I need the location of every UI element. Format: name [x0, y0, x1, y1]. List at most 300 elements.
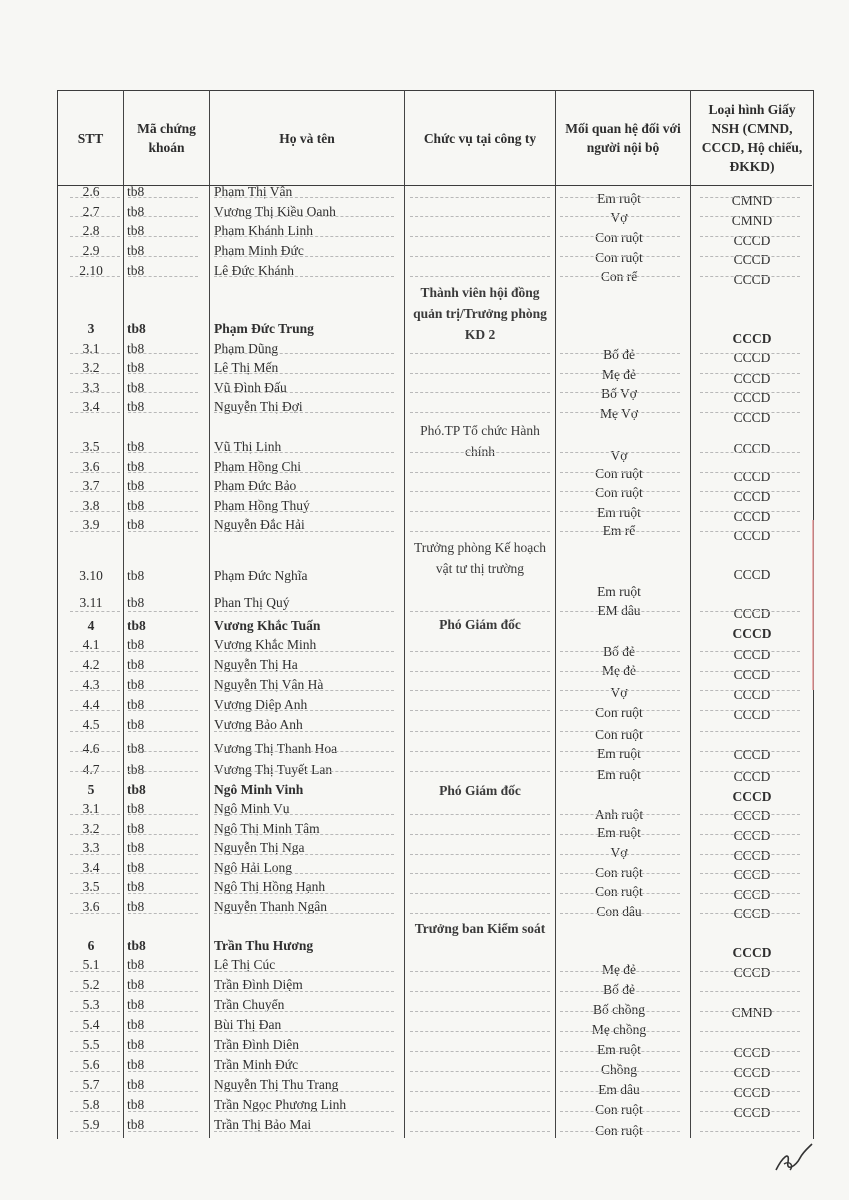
cell-doc-type: CCCD: [733, 828, 771, 843]
cell-code: tb8: [127, 1037, 145, 1052]
row-separator: [700, 353, 800, 354]
cell-name: Trần Thu Hương: [214, 938, 314, 953]
cell-relation: Em ruột: [597, 746, 641, 761]
cell-code: tb8: [127, 517, 145, 532]
row-separator: [128, 731, 198, 732]
row-separator: [128, 511, 198, 512]
cell-code: tb8: [127, 204, 145, 219]
cell-relation: Bố đẻ: [603, 347, 635, 362]
cell-code: tb8: [127, 321, 146, 336]
row-separator: [410, 472, 550, 473]
cell-stt: 5.5: [82, 1037, 100, 1052]
cell-doc-type: CCCD: [733, 350, 771, 365]
row-separator: [700, 1091, 800, 1092]
row-separator: [700, 991, 800, 992]
cell-stt: 3.9: [82, 517, 100, 532]
row-separator: [700, 236, 800, 237]
cell-name: Lê Thị Mến: [214, 360, 279, 375]
row-separator: [70, 452, 120, 453]
cell-relation: Em ruột: [597, 767, 641, 782]
row-separator: [70, 1031, 120, 1032]
cell-doc-type: CCCD: [733, 747, 771, 762]
cell-doc-type: CCCD: [733, 867, 771, 882]
row-separator: [410, 971, 550, 972]
cell-doc-type: CMND: [731, 1005, 773, 1020]
cell-relation: Chồng: [600, 1062, 637, 1077]
cell-stt: 3.2: [82, 821, 100, 836]
cell-stt: 4.2: [82, 657, 100, 672]
row-separator: [700, 392, 800, 393]
cell-code: tb8: [127, 637, 145, 652]
row-separator: [560, 651, 680, 652]
row-separator: [214, 1031, 394, 1032]
cell-stt: 2.6: [82, 184, 100, 199]
row-separator: [128, 472, 198, 473]
row-separator: [128, 854, 198, 855]
cell-stt: 3.3: [82, 380, 100, 395]
cell-code: tb8: [127, 657, 145, 672]
row-separator: [214, 531, 394, 532]
row-separator: [410, 814, 550, 815]
row-separator: [700, 412, 800, 413]
row-separator: [128, 771, 198, 772]
cell-relation: Em rể: [602, 523, 636, 538]
row-separator: [70, 216, 120, 217]
row-separator: [70, 913, 120, 914]
row-separator: [128, 751, 198, 752]
row-separator: [214, 452, 394, 453]
cell-code: tb8: [127, 568, 145, 583]
row-separator: [214, 1011, 394, 1012]
cell-code: tb8: [127, 801, 145, 816]
cell-name: Vương Thị Thanh Hoa: [214, 741, 338, 756]
row-separator: [410, 1031, 550, 1032]
cell-relation: Em ruột: [597, 825, 641, 840]
cell-stt: 3.6: [82, 459, 100, 474]
row-separator: [70, 971, 120, 972]
cell-code: tb8: [127, 879, 145, 894]
cell-doc-type: CCCD: [733, 252, 771, 267]
cell-relation: Con rể: [600, 269, 638, 284]
cell-doc-type: CCCD: [733, 887, 771, 902]
cell-name: Vũ Thị Linh: [214, 439, 282, 454]
cell-relation: Em ruột: [597, 584, 641, 599]
cell-name: Nguyễn Thị Vân Hà: [214, 677, 324, 692]
cell-code: tb8: [127, 360, 145, 375]
column-divider: [555, 90, 556, 1138]
cell-doc-type: CCCD: [733, 808, 771, 823]
row-separator: [410, 893, 550, 894]
cell-position: Phó.TP Tổ chức Hành chính: [420, 423, 540, 459]
row-separator: [70, 814, 120, 815]
row-separator: [560, 1051, 680, 1052]
row-separator: [700, 971, 800, 972]
cell-name: Nguyễn Thị Ha: [214, 657, 298, 672]
row-separator: [128, 412, 198, 413]
row-separator: [128, 1111, 198, 1112]
cell-name: Trần Thị Bảo Mai: [214, 1117, 312, 1132]
row-separator: [214, 893, 394, 894]
row-separator: [700, 690, 800, 691]
row-separator: [128, 1071, 198, 1072]
cell-code: tb8: [127, 782, 146, 797]
cell-stt: 5.6: [82, 1057, 100, 1072]
cell-code: tb8: [127, 997, 145, 1012]
row-separator: [700, 1051, 800, 1052]
cell-doc-type: CMND: [731, 213, 773, 228]
cell-name: Ngô Minh Vinh: [214, 782, 304, 797]
cell-relation: Con ruột: [595, 705, 643, 720]
cell-stt: 4.1: [82, 637, 100, 652]
cell-relation: Con ruột: [595, 1123, 643, 1138]
row-separator: [214, 913, 394, 914]
cell-doc-type: CCCD: [733, 1045, 771, 1060]
cell-name: Trần Minh Đức: [214, 1057, 299, 1072]
row-separator: [128, 236, 198, 237]
row-separator: [214, 1051, 394, 1052]
cell-code: tb8: [127, 938, 146, 953]
row-separator: [700, 893, 800, 894]
row-separator: [70, 412, 120, 413]
row-separator: [560, 353, 680, 354]
header-code: Mã chứng khoán: [137, 121, 196, 155]
row-separator: [700, 491, 800, 492]
row-separator: [128, 276, 198, 277]
cell-code: tb8: [127, 860, 145, 875]
row-separator: [560, 814, 680, 815]
cell-relation: Con ruột: [595, 250, 643, 265]
row-separator: [70, 873, 120, 874]
row-separator: [560, 731, 680, 732]
row-separator: [410, 1111, 550, 1112]
row-separator: [410, 834, 550, 835]
cell-code: tb8: [127, 399, 145, 414]
row-separator: [70, 491, 120, 492]
cell-relation: Con ruột: [595, 466, 643, 481]
cell-doc-type: CMND: [731, 193, 773, 208]
cell-code: tb8: [127, 380, 145, 395]
row-separator: [70, 531, 120, 532]
row-separator: [560, 611, 680, 612]
cell-doc-type: CCCD: [733, 848, 771, 863]
row-separator: [70, 1131, 120, 1132]
cell-relation: Con ruột: [595, 1102, 643, 1117]
cell-stt: 3.5: [82, 879, 100, 894]
cell-relation: Bố chồng: [592, 1002, 646, 1017]
row-separator: [214, 392, 394, 393]
cell-relation: Con ruột: [595, 485, 643, 500]
row-separator: [410, 913, 550, 914]
row-separator: [560, 690, 680, 691]
row-separator: [410, 412, 550, 413]
cell-stt: 5.9: [82, 1117, 100, 1132]
row-separator: [214, 611, 394, 612]
header-stt: STT: [77, 130, 104, 146]
signature-mark: [772, 1140, 816, 1176]
row-separator: [700, 1031, 800, 1032]
row-separator: [214, 373, 394, 374]
row-separator: [128, 893, 198, 894]
cell-stt: 5.4: [82, 1017, 100, 1032]
row-separator: [560, 491, 680, 492]
row-separator: [410, 873, 550, 874]
row-separator: [410, 731, 550, 732]
row-separator: [128, 531, 198, 532]
cell-name: Ngô Thị Minh Tâm: [214, 821, 320, 836]
row-separator: [214, 971, 394, 972]
cell-name: Phạm Minh Đức: [214, 243, 304, 258]
row-separator: [560, 854, 680, 855]
row-separator: [700, 1131, 800, 1132]
row-separator: [410, 256, 550, 257]
cell-stt: 5.1: [82, 957, 100, 972]
cell-doc-type: CCCD: [733, 606, 771, 621]
row-separator: [410, 511, 550, 512]
cell-doc-type: CCCD: [733, 667, 771, 682]
cell-doc-type: CCCD: [733, 707, 771, 722]
cell-relation: Vợ: [610, 448, 628, 463]
row-separator: [214, 491, 394, 492]
row-separator: [560, 971, 680, 972]
cell-doc-type: CCCD: [733, 371, 771, 386]
cell-stt: 4.5: [82, 717, 100, 732]
row-separator: [700, 373, 800, 374]
row-separator: [700, 511, 800, 512]
cell-relation: Vợ: [610, 685, 628, 700]
column-divider: [690, 90, 691, 1138]
row-separator: [70, 1011, 120, 1012]
cell-code: tb8: [127, 762, 145, 777]
row-separator: [410, 751, 550, 752]
header-position: Chức vụ tại công ty: [423, 130, 537, 146]
row-separator: [214, 671, 394, 672]
row-separator: [70, 1051, 120, 1052]
row-separator: [128, 197, 198, 198]
row-separator: [128, 1051, 198, 1052]
row-separator: [560, 472, 680, 473]
row-separator: [560, 511, 680, 512]
cell-code: tb8: [127, 717, 145, 732]
row-separator: [560, 751, 680, 752]
cell-code: tb8: [127, 439, 145, 454]
cell-code: tb8: [127, 618, 146, 633]
cell-stt: 4: [87, 618, 95, 633]
row-separator: [560, 1011, 680, 1012]
row-separator: [70, 511, 120, 512]
row-separator: [700, 751, 800, 752]
row-separator: [70, 834, 120, 835]
column-divider: [123, 90, 124, 1138]
row-separator: [128, 216, 198, 217]
row-separator: [560, 1031, 680, 1032]
row-separator: [700, 834, 800, 835]
row-separator: [560, 373, 680, 374]
cell-doc-type: CCCD: [733, 441, 771, 456]
cell-code: tb8: [127, 1077, 145, 1092]
cell-name: Trần Ngọc Phương Linh: [214, 1097, 347, 1112]
row-separator: [70, 1091, 120, 1092]
cell-stt: 4.4: [82, 697, 100, 712]
row-separator: [410, 353, 550, 354]
row-separator: [128, 690, 198, 691]
cell-relation: Mẹ Vợ: [599, 406, 638, 421]
cell-name: Phạm Dũng: [214, 341, 279, 356]
row-separator: [410, 216, 550, 217]
cell-doc-type: CCCD: [733, 1085, 771, 1100]
row-separator: [128, 256, 198, 257]
row-separator: [128, 913, 198, 914]
row-separator: [700, 1011, 800, 1012]
row-separator: [128, 1011, 198, 1012]
cell-stt: 3.7: [82, 478, 100, 493]
cell-doc-type: CCCD: [733, 687, 771, 702]
row-separator: [410, 197, 550, 198]
row-separator: [128, 452, 198, 453]
cell-relation: Con ruột: [595, 884, 643, 899]
cell-code: tb8: [127, 957, 145, 972]
cell-code: tb8: [127, 1017, 145, 1032]
row-separator: [70, 690, 120, 691]
row-separator: [70, 197, 120, 198]
cell-stt: 5.8: [82, 1097, 100, 1112]
cell-relation: Bố đẻ: [603, 644, 635, 659]
row-separator: [214, 472, 394, 473]
cell-stt: 3.1: [82, 341, 100, 356]
cell-stt: 3.5: [82, 439, 100, 454]
cell-code: tb8: [127, 184, 145, 199]
row-separator: [70, 893, 120, 894]
cell-stt: 3.8: [82, 498, 100, 513]
cell-stt: 5.3: [82, 997, 100, 1012]
row-separator: [128, 353, 198, 354]
row-separator: [700, 671, 800, 672]
row-separator: [214, 276, 394, 277]
cell-relation: Em ruột: [597, 505, 641, 520]
cell-code: tb8: [127, 899, 145, 914]
cell-name: Ngô Hải Long: [214, 860, 292, 875]
row-separator: [700, 913, 800, 914]
row-separator: [410, 452, 550, 453]
row-separator: [128, 1131, 198, 1132]
cell-code: tb8: [127, 341, 145, 356]
cell-code: tb8: [127, 741, 145, 756]
cell-code: tb8: [127, 677, 145, 692]
cell-code: tb8: [127, 840, 145, 855]
cell-name: Vương Khắc Tuấn: [214, 618, 321, 633]
cell-relation: Vợ: [610, 210, 628, 225]
cell-name: Phạm Đức Nghĩa: [214, 568, 308, 583]
row-separator: [560, 197, 680, 198]
row-separator: [410, 1071, 550, 1072]
row-separator: [214, 771, 394, 772]
column-divider: [209, 90, 210, 1138]
row-separator: [410, 1051, 550, 1052]
row-separator: [70, 472, 120, 473]
row-separator: [560, 256, 680, 257]
row-separator: [410, 671, 550, 672]
cell-name: Trần Chuyển: [214, 997, 285, 1012]
cell-stt: 3: [87, 321, 95, 336]
cell-code: tb8: [127, 243, 145, 258]
cell-code: tb8: [127, 697, 145, 712]
row-separator: [700, 814, 800, 815]
row-separator: [700, 771, 800, 772]
row-separator: [70, 671, 120, 672]
cell-code: tb8: [127, 498, 145, 513]
cell-relation: Mẹ đẻ: [601, 962, 637, 977]
cell-name: Phạm Thị Vân: [214, 184, 293, 199]
cell-name: Phạm Khánh Linh: [214, 223, 313, 238]
row-separator: [700, 256, 800, 257]
row-separator: [560, 873, 680, 874]
cell-doc-type: CCCD: [732, 789, 772, 804]
cell-name: Ngô Thị Hồng Hạnh: [214, 879, 326, 894]
row-separator: [560, 1091, 680, 1092]
cell-relation: Em ruột: [597, 191, 641, 206]
row-separator: [214, 197, 394, 198]
cell-code: tb8: [127, 821, 145, 836]
row-separator: [214, 236, 394, 237]
cell-name: Phan Thị Quý: [214, 595, 290, 610]
cell-stt: 3.1: [82, 801, 100, 816]
cell-stt: 2.7: [82, 204, 100, 219]
row-separator: [70, 353, 120, 354]
cell-name: Vương Khắc Minh: [214, 637, 317, 652]
cell-stt: 3.2: [82, 360, 100, 375]
cell-name: Nguyễn Thị Nga: [214, 840, 305, 855]
row-separator: [128, 491, 198, 492]
row-separator: [560, 392, 680, 393]
cell-relation: Vợ: [610, 845, 628, 860]
cell-code: tb8: [127, 1057, 145, 1072]
row-separator: [560, 452, 680, 453]
row-separator: [70, 751, 120, 752]
cell-name: Trần Đình Diệm: [214, 977, 303, 992]
row-separator: [70, 276, 120, 277]
row-separator: [214, 751, 394, 752]
cell-name: Vương Thị Kiều Oanh: [214, 204, 336, 219]
cell-name: Phạm Hồng Chi: [214, 459, 302, 474]
cell-name: Vương Diệp Anh: [214, 697, 308, 712]
row-separator: [70, 854, 120, 855]
cell-stt: 5: [87, 782, 95, 797]
cell-relation: Bố Vợ: [601, 386, 637, 401]
cell-stt: 3.3: [82, 840, 100, 855]
row-separator: [128, 671, 198, 672]
cell-relation: EM dâu: [597, 603, 641, 618]
row-separator: [70, 256, 120, 257]
cell-stt: 2.9: [82, 243, 100, 258]
cell-stt: 2.8: [82, 223, 100, 238]
row-separator: [70, 1111, 120, 1112]
row-separator: [700, 1111, 800, 1112]
row-separator: [700, 216, 800, 217]
row-separator: [700, 472, 800, 473]
cell-doc-type: CCCD: [733, 489, 771, 504]
row-separator: [560, 913, 680, 914]
row-separator: [560, 531, 680, 532]
header-relation: Mối quan hệ đối với người nội bộ: [565, 121, 681, 155]
cell-doc-type: CCCD: [732, 945, 772, 960]
cell-relation: Mẹ chồng: [591, 1022, 647, 1037]
cell-stt: 4.6: [82, 741, 100, 756]
cell-stt: 2.10: [79, 263, 103, 278]
row-separator: [410, 710, 550, 711]
row-separator: [560, 771, 680, 772]
row-separator: [700, 854, 800, 855]
cell-name: Nguyễn Thị Đợi: [214, 399, 303, 414]
row-separator: [560, 893, 680, 894]
